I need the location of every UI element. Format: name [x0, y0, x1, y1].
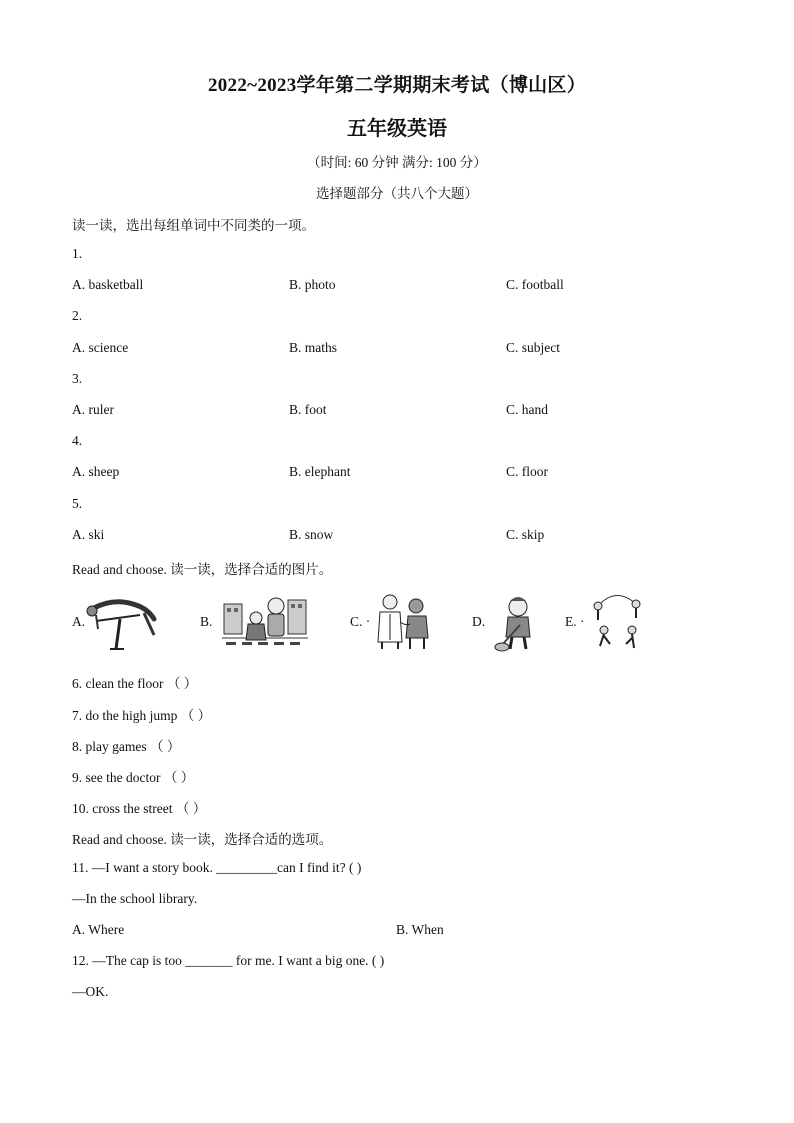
q1-option-c: C. football [506, 277, 564, 292]
q4-option-a: A. sheep [72, 464, 120, 479]
q5-option-c: C. skip [506, 527, 545, 542]
q12-question: 12. —The cap is too _______ for me. I want a big one. ( ) [72, 953, 385, 968]
q11-option-a: A. Where [72, 922, 125, 937]
high-jump-picture [84, 595, 160, 651]
q3-option-a: A. ruler [72, 402, 114, 417]
item-10: 10. cross the street （ ） [72, 801, 207, 816]
q3-option-c: C. hand [506, 402, 548, 417]
q12-reply: —OK. [72, 984, 109, 999]
q11-option-b: B. When [396, 922, 444, 937]
q5-option-b: B. snow [289, 527, 334, 542]
part1-instruction: 读一读，选出每组单词中不同类的一项。 [72, 218, 315, 233]
item-8: 8. play games （ ） [72, 739, 181, 754]
q4-option-c: C. floor [506, 464, 548, 479]
q3-number: 3. [72, 371, 83, 386]
part2-instruction: Read and choose. 读一读，选择合适的图片。 [72, 562, 333, 577]
q1-option-b: B. photo [289, 277, 336, 292]
section-heading: 选择题部分（共八个大题） [316, 186, 478, 201]
picture-b-label: B. [200, 614, 213, 629]
q5-number: 5. [72, 496, 83, 511]
clean-floor-picture [494, 595, 540, 653]
cross-street-picture [222, 594, 308, 652]
q11-question: 11. —I want a story book. _________can I find it? ( ) [72, 860, 362, 875]
part3-instruction: Read and choose. 读一读，选择合适的选项。 [72, 832, 333, 847]
q2-option-a: A. science [72, 340, 129, 355]
q2-number: 2. [72, 308, 83, 323]
q1-number: 1. [72, 246, 83, 261]
see-doctor-picture [376, 592, 432, 650]
q1-option-a: A. basketball [72, 277, 144, 292]
q4-option-b: B. elephant [289, 464, 351, 479]
exam-title: 2022~2023学年第二学期期末考试（博山区） [207, 75, 587, 96]
exam-subject: 五年级英语 [347, 118, 447, 140]
picture-d-label: D. [472, 614, 486, 629]
exam-meta: （时间: 60 分钟 满分: 100 分） [307, 155, 487, 170]
play-games-picture [588, 592, 646, 652]
picture-c-label: C. · [350, 614, 371, 629]
picture-a-label: A. [72, 614, 86, 629]
item-6: 6. clean the floor （ ） [72, 676, 198, 691]
q2-option-b: B. maths [289, 340, 338, 355]
q3-option-b: B. foot [289, 402, 327, 417]
q2-option-c: C. subject [506, 340, 560, 355]
item-7: 7. do the high jump （ ） [72, 708, 212, 723]
picture-e-label: E. · [565, 614, 585, 629]
item-9: 9. see the doctor （ ） [72, 770, 195, 785]
q11-reply: —In the school library. [72, 891, 198, 906]
q5-option-a: A. ski [72, 527, 105, 542]
q4-number: 4. [72, 433, 83, 448]
